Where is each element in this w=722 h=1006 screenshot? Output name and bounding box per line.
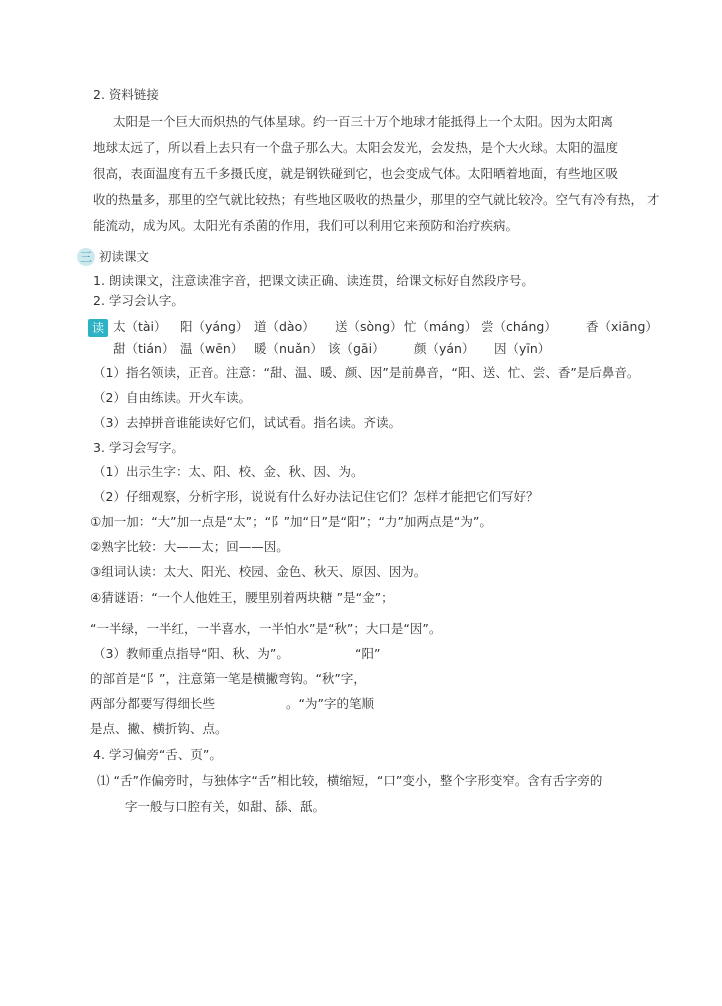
paragraph-line: 很高，表面温度有五千多摄氏度，就是钢铁碰到它，也会变成气体。太阳晒着地面，有些地区吸: [93, 166, 619, 181]
read-icon: 读: [88, 319, 108, 337]
paragraph-line: 能流动，成为风。太阳光有杀菌的作用，我们可以利用它来预防和治疗疾病。: [93, 218, 519, 233]
riddle-line: “一半绿，一半红，一半喜水，一半怕水”是“秋”；大口是“因”。: [90, 621, 442, 636]
write-step-2: （2）仔细观察，分析字形，说说有什么好办法记住它们？怎样才能把它们写好？: [93, 489, 539, 504]
paragraph-line: 收的热量多，那里的空气就比较热；有些地区吸收的热量少，那里的空气就比较冷。空气有冷有热， 才: [93, 192, 660, 207]
pinyin-word: 暖（nuǎn）: [254, 341, 323, 356]
pinyin-word: 送（sòng）: [335, 319, 403, 334]
pinyin-word: 道（dào）: [254, 319, 315, 334]
pinyin-word: 阳（yáng）: [180, 319, 249, 334]
method-4: ④猜谜语：“一个人他姓王，腰里别着两块糖 ”是“金”；: [90, 590, 394, 605]
paragraph-line: 地球太远了，所以看上去只有一个盘子那么大。太阳会发光，会发热，是个大火球。太阳的温度: [93, 140, 619, 155]
teacher-guide-2: 的部首是“阝”，注意第一笔是横撇弯钩。“秋”字，: [90, 671, 366, 686]
sub-step-1: （1）指名领读，正音。注意：“甜、温、暖、颜、因”是前鼻音，“阳、送、忙、尝、香”是后鼻音。: [93, 365, 640, 380]
pinyin-word: 尝（cháng）: [481, 319, 557, 334]
section-2-heading: 2. 资料链接: [93, 87, 159, 102]
pinyin-word: 香（xiāng）: [586, 319, 658, 334]
pinyin-word: 甜（tián）: [113, 341, 175, 356]
pinyin-word: 该（gāi）: [328, 341, 385, 356]
pinyin-word: 忙（máng）: [404, 319, 478, 334]
section-3-title: 初读课文: [99, 249, 150, 264]
step-3: 3. 学习会写字。: [93, 440, 184, 455]
pinyin-row-2: [0, 340, 722, 358]
sub-step-2: （2）自由练读。开火车读。: [93, 390, 251, 405]
step-2: 2. 学习会认字。: [93, 293, 184, 308]
method-1: ①加一加：“大”加一点是“太”；“阝”加“日”是“阳”；“力”加两点是“为”。: [90, 514, 492, 529]
pinyin-word: 因（yīn）: [494, 341, 551, 356]
paragraph-line: 太阳是一个巨大而炽热的气体星球。约一百三十万个地球才能抵得上一个太阳。因为太阳离: [113, 114, 614, 129]
pinyin-word: 温（wēn）: [180, 341, 244, 356]
sub-step-3: （3）去掉拼音谁能读好它们，试试看。指名读。齐读。: [93, 415, 401, 430]
teacher-guide-1: （3）教师重点指导“阳、秋、为”。: [93, 646, 289, 661]
method-3: ③组词认读：太大、阳光、校园、金色、秋天、原因、因为。: [90, 564, 427, 579]
teacher-guide-4: 是点、撇、横折钩、点。: [90, 721, 228, 736]
teacher-guide-1b: “阳”: [355, 646, 381, 661]
pinyin-row-1: [0, 318, 722, 336]
teacher-guide-3b: 。“为”字的笔顺: [286, 696, 374, 711]
section-number-badge: 三: [77, 248, 95, 266]
teacher-guide-3: 两部分都要写得细长些: [90, 696, 216, 711]
radical-line-2: 字一般与口腔有关，如甜、舔、舐。: [125, 799, 326, 814]
step-4: 4. 学习偏旁“舌、页”。: [93, 747, 222, 762]
write-step-1: （1）出示生字：太、阳、校、金、秋、因、为。: [93, 464, 364, 479]
radical-line-1: ⑴ “舌”作偏旁时，与独体字“舌”相比较，横缩短，“口”变小，整个字形变窄。含有舌字旁的: [97, 773, 603, 788]
step-1: 1. 朗读课文，注意读准字音，把课文读正确、读连贯，给课文标好自然段序号。: [93, 273, 534, 288]
method-2: ②熟字比较：大——太；回——因。: [90, 539, 289, 554]
pinyin-word: 太（tài）: [113, 319, 167, 334]
pinyin-word: 颜（yán）: [414, 341, 475, 356]
